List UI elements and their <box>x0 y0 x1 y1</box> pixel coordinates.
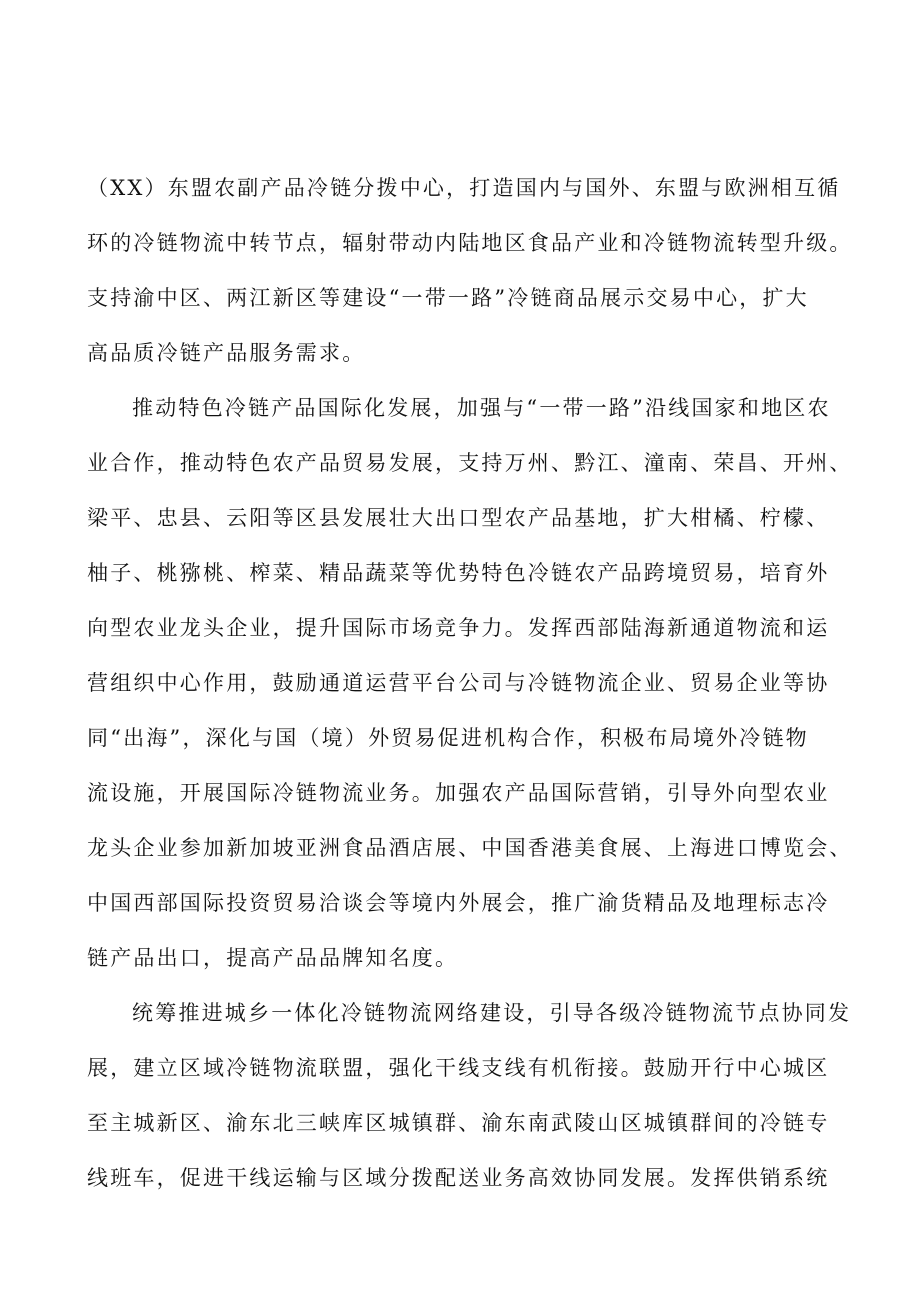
paragraph-1-line-4: 高品质冷链产品服务需求。 <box>87 341 366 365</box>
paragraph-2-line-5: 向型农业龙头企业，提升国际市场竞争力。发挥西部陆海新通道物流和运 <box>87 616 830 640</box>
paragraph-1-line-2: 环的冷链物流中转节点，辐射带动内陆地区食品产业和冷链物流转型升级。 <box>87 231 853 255</box>
paragraph-2-line-11: 链产品出口，提高产品品牌知名度。 <box>87 946 459 970</box>
paragraph-3-line-1: 统筹推进城乡一体化冷链物流网络建设，引导各级冷链物流节点协同发 <box>132 1001 852 1025</box>
paragraph-3-line-3: 至主城新区、渝东北三峡库区城镇群、渝东南武陵山区城镇群间的冷链专 <box>87 1111 830 1135</box>
paragraph-1-line-3: 支持渝中区、两江新区等建设“一带一路”冷链商品展示交易中心，扩大 <box>87 286 809 310</box>
paragraph-2-line-10: 中国西部国际投资贸易洽谈会等境内外展会，推广渝货精品及地理标志冷 <box>87 891 830 915</box>
paragraph-2-line-2: 业合作，推动特色农产品贸易发展，支持万州、黔江、潼南、荣昌、开州、 <box>87 451 853 475</box>
paragraph-2-line-3: 梁平、忠县、云阳等区县发展壮大出口型农产品基地，扩大柑橘、柠檬、 <box>87 506 830 530</box>
paragraph-2-line-9: 龙头企业参加新加坡亚洲食品酒店展、中国香港美食展、上海进口博览会、 <box>87 836 853 860</box>
paragraph-2-line-8: 流设施，开展国际冷链物流业务。加强农产品国际营销，引导外向型农业 <box>87 781 830 805</box>
paragraph-1-line-1: （XX）东盟农副产品冷链分拨中心，打造国内与国外、东盟与欧洲相互循 <box>87 176 841 200</box>
paragraph-2-line-7: 同“出海”，深化与国（境）外贸易促进机构合作，积极布局境外冷链物 <box>87 726 809 750</box>
paragraph-3-line-4: 线班车，促进干线运输与区域分拨配送业务高效协同发展。发挥供销系统 <box>87 1166 830 1190</box>
paragraph-3-line-2: 展，建立区域冷链物流联盟，强化干线支线有机衔接。鼓励开行中心城区 <box>87 1056 830 1080</box>
paragraph-2-line-1: 推动特色冷链产品国际化发展，加强与“一带一路”沿线国家和地区农 <box>132 396 831 420</box>
paragraph-2-line-6: 营组织中心作用，鼓励通道运营平台公司与冷链物流企业、贸易企业等协 <box>87 671 830 695</box>
paragraph-2-line-4: 柚子、桃猕桃、榨菜、精品蔬菜等优势特色冷链农产品跨境贸易，培育外 <box>87 561 830 585</box>
